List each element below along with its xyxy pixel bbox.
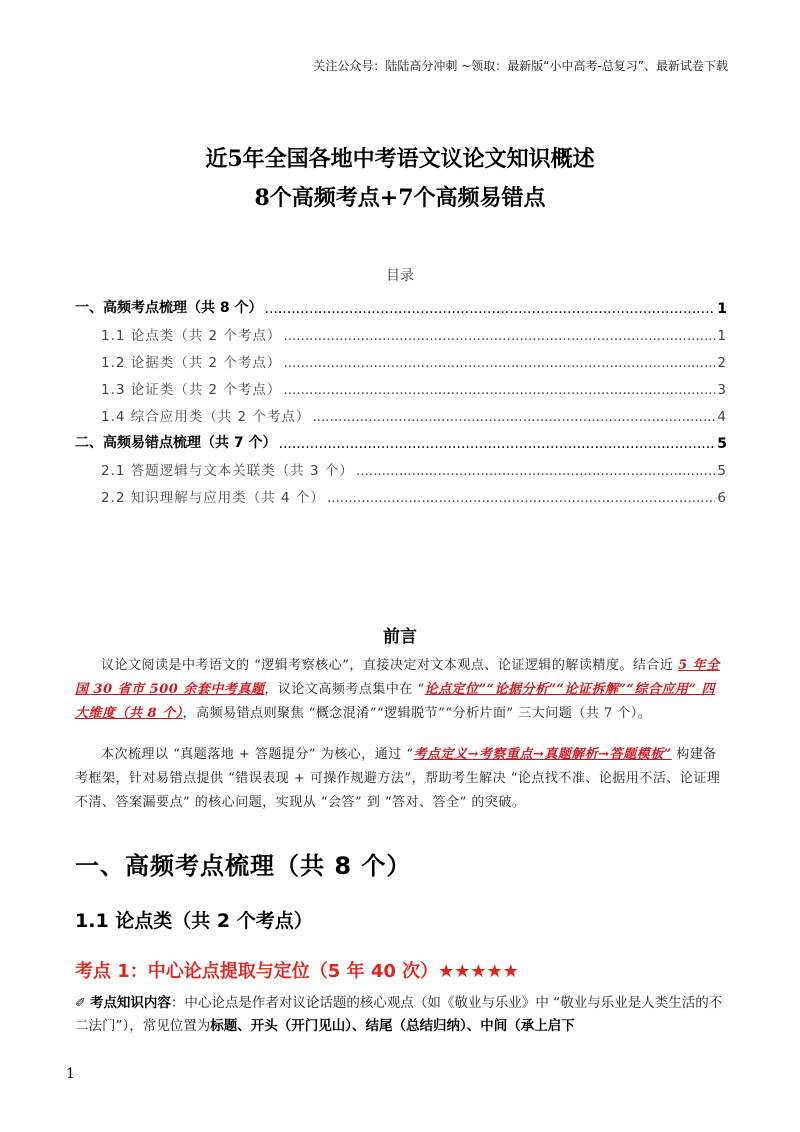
- preface-title: 前言: [383, 627, 417, 647]
- toc-leader-dots: [327, 490, 715, 506]
- toc-entry-page: 5: [717, 463, 727, 479]
- highlight-text: 5 年全国 30 省市 500 余套中考真题: [75, 658, 720, 697]
- toc-entry-label: 一、高频考点梳理（共 8 个）: [75, 300, 263, 316]
- toc-entry[interactable]: [75, 452, 727, 479]
- toc-entry[interactable]: [75, 398, 727, 425]
- toc-leader-dots: [312, 409, 715, 425]
- knowledge-positions: 标题、开头（开门见山）、结尾（总结归纳）、中间（承上启下: [210, 1018, 575, 1034]
- table-of-contents: [75, 290, 727, 506]
- toc-entry[interactable]: [75, 479, 727, 506]
- toc-leader-dots: [283, 382, 715, 398]
- paragraph-text: 议论文阅读是中考语文的 “逻辑考察核心”，直接决定对文本观点、论证逻辑的解读精度。结合近: [101, 658, 679, 673]
- toc-entry-label: 1.4 综合应用类（共 2 个考点）: [101, 409, 311, 425]
- toc-leader-dots: [283, 328, 715, 344]
- toc-entry-page: 1: [717, 301, 727, 317]
- toc-entry-page: 1: [717, 328, 727, 344]
- toc-entry-page: 2: [717, 355, 727, 371]
- toc-entry-page: 5: [717, 436, 727, 452]
- paragraph-text: 本次梳理以 “真题落地 + 答题提分” 为核心，通过 “: [101, 747, 414, 762]
- toc-leader-dots: [356, 463, 715, 479]
- exam-point-heading: 考点 1：中心论点提取与定位（5 年 40 次）★★★★★: [75, 961, 519, 982]
- highlight-text: 考点定义→考察重点→真题解析→答题模板”: [413, 747, 672, 762]
- toc-leader-dots: [265, 301, 716, 317]
- toc-entry-label: 2.2 知识理解与应用类（共 4 个）: [101, 490, 325, 506]
- knowledge-text: ：中心论点是作者对议论话题的核心观点（如《敬业与乐业》中 “敬业与乐业是人类生活的不二法门”），常见位置为: [75, 995, 723, 1034]
- knowledge-paragraph: [75, 992, 727, 1037]
- toc-entry-page: 4: [717, 409, 727, 425]
- paragraph-text: ，议论文高频考点集中在 “: [264, 682, 425, 697]
- preface-paragraph: [75, 654, 727, 726]
- paragraph-text: ，高频易错点则聚焦 “概念混淆”“逻辑脱节”“分析片面” 三大问题（共 7 个）。: [182, 706, 652, 721]
- toc-entry[interactable]: [75, 290, 727, 317]
- toc-entry-label: 二、高频易错点梳理（共 7 个）: [75, 435, 277, 451]
- section-heading: 一、高频考点梳理（共 8 个）: [75, 852, 412, 880]
- toc-entry[interactable]: [75, 425, 727, 452]
- header-note: 关注公众号：陆陆高分冲刺 ~领取：最新版“小中高考-总复习”、最新试卷下载: [313, 59, 728, 73]
- toc-entry-page: 3: [717, 382, 727, 398]
- paragraph-text: 构建备考框架，针对易错点提供 “错误表现 + 可操作规避方法”，帮助考生解决 “论点找不准、论据用不活、论证理不清、答案漏要点” 的核心问题，实现从 “会答” 到 “答对、答全” 的突破。: [75, 747, 721, 810]
- toc-entry-label: 2.1 答题逻辑与文本关联类（共 3 个）: [101, 463, 354, 479]
- toc-entry-label: 1.1 论点类（共 2 个考点）: [101, 328, 282, 344]
- subsection-heading: 1.1 论点类（共 2 个考点）: [75, 910, 313, 932]
- document-title: 近5年全国各地中考语文议论文知识概述: [205, 146, 595, 172]
- preface-paragraph: [75, 743, 727, 815]
- toc-leader-dots: [283, 355, 715, 371]
- page-number: 1: [66, 1066, 75, 1082]
- toc-entry-label: 1.2 论据类（共 2 个考点）: [101, 355, 282, 371]
- pencil-icon: ✐: [75, 996, 86, 1011]
- toc-entry[interactable]: [75, 344, 727, 371]
- toc-entry[interactable]: [75, 317, 727, 344]
- toc-heading: 目录: [386, 268, 414, 284]
- toc-entry-label: 1.3 论证类（共 2 个考点）: [101, 382, 282, 398]
- highlight-text: 论点定位”“论据分析”“论证拆解”“综合应用” 四大维度（共 8 个）: [75, 682, 715, 721]
- toc-leader-dots: [279, 436, 716, 452]
- document-subtitle: 8个高频考点+7个高频易错点: [254, 185, 546, 211]
- toc-entry-page: 6: [717, 490, 727, 506]
- knowledge-label: 考点知识内容: [89, 995, 171, 1011]
- toc-entry[interactable]: [75, 371, 727, 398]
